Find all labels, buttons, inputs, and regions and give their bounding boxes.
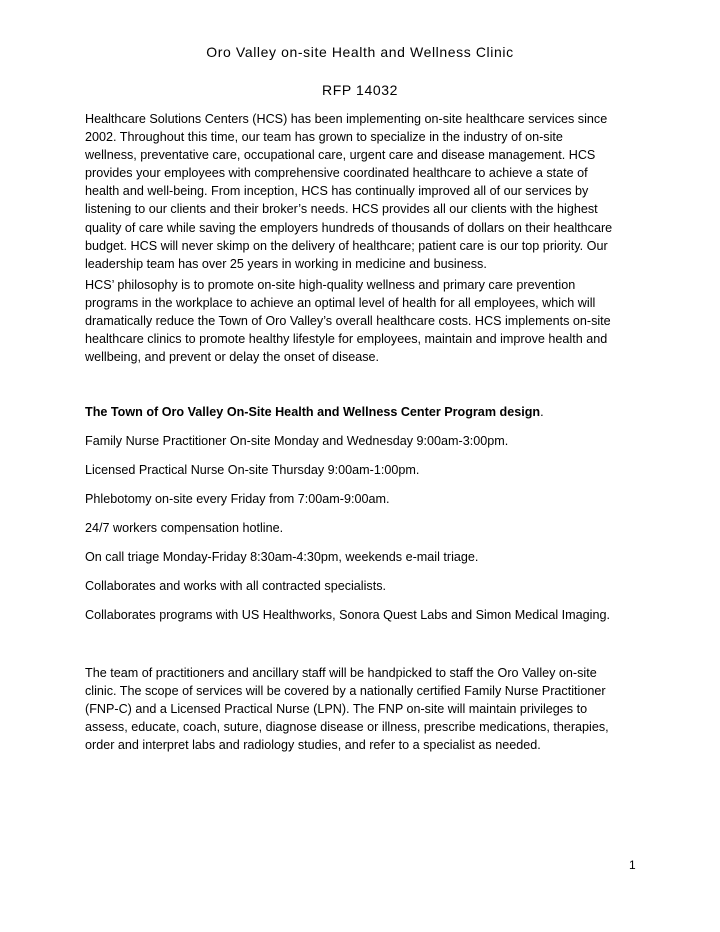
program-heading-text: The Town of Oro Valley On-Site Health and Wellness Center Program design [85,405,541,419]
rfp-number: RFP 14032 [322,82,398,98]
intro-paragraph [85,110,645,273]
program-item: On call triage Monday-Friday 8:30am-4:30pm, weekends e-mail triage. [85,550,479,564]
program-item: Phlebotomy on-site every Friday from 7:00am-9:00am. [85,492,390,506]
program-item: Licensed Practical Nurse On-site Thursday 9:00am-1:00pm. [85,463,420,477]
paragraph-line: (FNP-C) and a Licensed Practical Nurse (LPN). The FNP on-site will maintain privileges to [85,702,588,717]
staffing-paragraph [85,664,645,754]
paragraph-line: order and interpret labs and radiology studies, and refer to a specialist as needed. [85,738,541,753]
paragraph-line: wellbeing, and prevent or delay the onset of disease. [85,350,380,365]
paragraph-line: The team of practitioners and ancillary staff will be handpicked to staff the Oro Valley on-site [85,666,597,680]
page-number: 1 [629,858,636,872]
paragraph-line: budget. HCS will never skimp on the delivery of healthcare; patient care is our top priority. Our [85,238,608,253]
paragraph-line: clinic. The scope of services will be covered by a nationally certified Family Nurse Practitioner [85,684,606,699]
document-title: Oro Valley on-site Health and Wellness Clinic [206,44,514,60]
program-item: Family Nurse Practitioner On-site Monday and Wednesday 9:00am-3:00pm. [85,434,509,448]
paragraph-line: health and well-being. From inception, HCS has continually improved all of our services by [85,184,589,199]
paragraph-line: dramatically reduce the Town of Oro Valley’s overall healthcare costs. HCS implements on-site [85,314,611,329]
program-item: Collaborates programs with US Healthworks, Sonora Quest Labs and Simon Medical Imaging. [85,608,610,622]
paragraph-line: Healthcare Solutions Centers (HCS) has been implementing on-site healthcare services since [85,112,608,126]
paragraph-line: programs in the workplace to achieve an optimal level of health for all employees, which will [85,296,596,311]
paragraph-line: provides your employees with comprehensive coordinated healthcare to achieve a state of [85,166,588,181]
program-item: Collaborates and works with all contracted specialists. [85,579,386,593]
paragraph-line: 2002. Throughout this time, our team has grown to specialize in the industry of on-site [85,130,563,145]
program-item: 24/7 workers compensation hotline. [85,521,284,535]
program-heading [85,403,645,421]
paragraph-line: quality of care while saving the employers hundreds of thousands of dollars on their healthcare [85,220,613,235]
paragraph-line: HCS’ philosophy is to promote on-site high-quality wellness and primary care prevention [85,278,576,292]
paragraph-line: listening to our clients and their broker’s needs. HCS provides all our clients with the highest [85,202,598,217]
paragraph-line: healthcare clinics to promote healthy lifestyle for employees, maintain and improve health and [85,332,608,347]
paragraph-line: leadership team has over 25 years in working in medicine and business. [85,256,487,271]
paragraph-line: assess, educate, coach, suture, diagnose disease or illness, prescribe medications, therapies, [85,720,609,735]
philosophy-paragraph [85,276,645,366]
program-heading-period: . [540,405,544,419]
paragraph-line: wellness, preventative care, occupational care, urgent care and disease management. HCS [85,148,596,163]
